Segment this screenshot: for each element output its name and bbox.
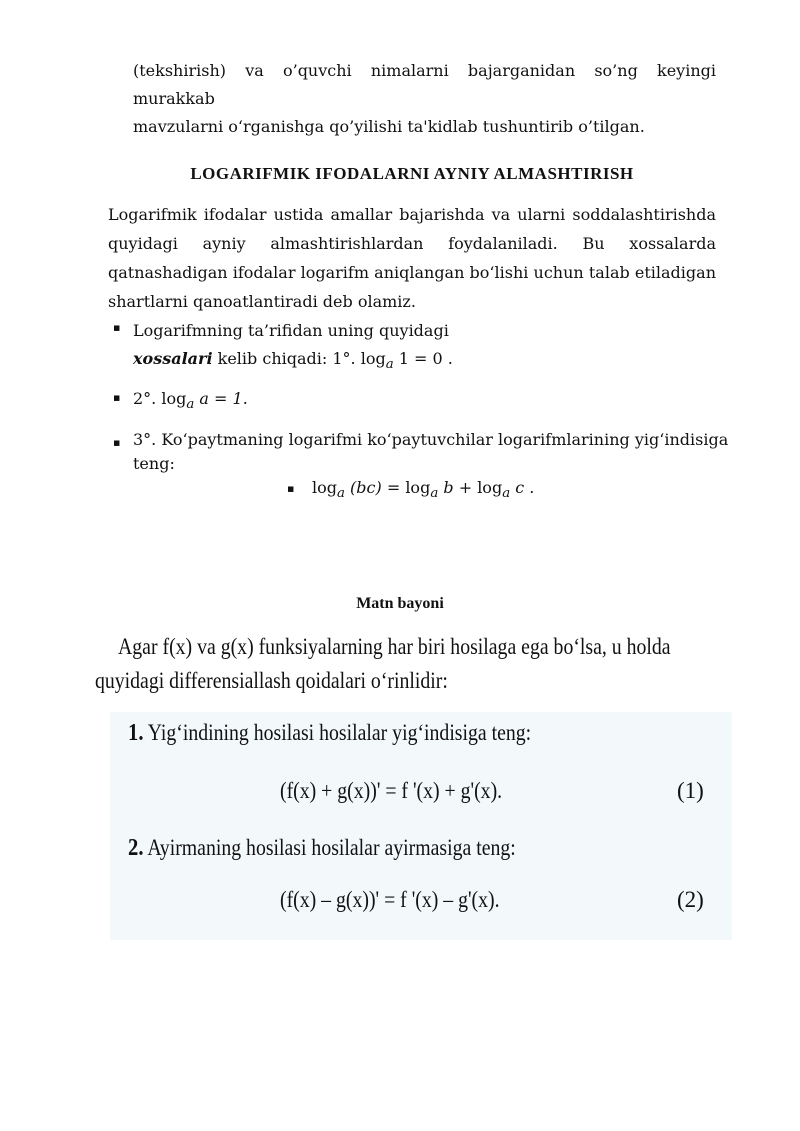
para-line-3: qatnashadigan ifodalar logarifm aniqlangan bo‘lishi uchun talab etiladigan	[108, 263, 716, 282]
rule-2-heading: 2. Ayirmaning hosilasi hosilalar ayirmasiga teng:	[128, 835, 516, 861]
para-line-4: shartlarni qanoatlantiradi deb olamiz.	[108, 292, 416, 311]
bullet-2-prefix: 2°.	[133, 389, 157, 408]
para-line-1: Logarifmik ifodalar ustida amallar bajarishda va ularni soddalashtirishda	[108, 205, 716, 224]
bullet-dot: ▪	[113, 391, 121, 404]
bullet-dot: ▪	[287, 482, 295, 495]
matn-line-2: quyidagi differensiallash qoidalari o‘rinlidir:	[95, 668, 448, 693]
bullet-2-eq: a = 1.	[199, 389, 248, 408]
bullet-1-line-2	[133, 345, 453, 379]
formula-log-product: $\log_a (bc) = \log_a b + \log_a c$ .	[312, 478, 535, 502]
xossalari-term: xossalari	[133, 349, 213, 368]
formula-sum-derivative: (f(x) + g(x))' = f '(x) + g'(x).	[280, 778, 503, 803]
bullet-2: 2°. $\log_a a = 1$.	[133, 389, 248, 413]
bullet-3-line-2: teng:	[133, 454, 175, 473]
matn-title: Matn bayoni	[356, 595, 444, 612]
bullet-dot: ▪	[113, 436, 121, 449]
bullet-3-line-1: 3°. Ko‘paytmaning logarifmi ko‘paytuvchilar logarifmlarining yig‘indisiga	[133, 430, 729, 449]
formula-log-1: $\log_a 1 = 0$ .	[360, 349, 453, 373]
intro-line-2: mavzularni o‘rganishga qo’yilishi ta'kidlab tushuntirib o’tilgan.	[133, 117, 645, 136]
matn-line-1: Agar f(x) va g(x) funksiyalarning har biri hosilaga ega bo‘lsa, u holda	[118, 634, 671, 659]
bullet-1-line-1: Logarifmning ta’rifidan uning quyidagi	[133, 321, 449, 340]
bullet-3	[133, 428, 729, 476]
section-title: LOGARIFMIK IFODALARNI AYNIY ALMASHTIRISH	[190, 164, 634, 183]
rule-1-heading: 1. Yig‘indining hosilasi hosilalar yig‘indisiga teng:	[128, 720, 532, 746]
equation-number-1: (1)	[677, 778, 704, 803]
intro-paragraph	[133, 57, 716, 141]
para-line-2: quyidagi ayniy almashtirishlardan foydalaniladi. Bu xossalarda	[108, 234, 716, 253]
intro-line-1: (tekshirish) va o’quvchi nimalarni bajarganidan so’ng keyingi murakkab	[133, 61, 716, 108]
equation-number-2: (2)	[677, 887, 704, 912]
section-paragraph	[108, 200, 716, 316]
formula-difference-derivative: (f(x) – g(x))' = f '(x) – g'(x).	[280, 887, 500, 912]
bullet-1	[133, 317, 453, 379]
bullet-dot: ▪	[113, 321, 121, 334]
bullet-1-rest: kelib chiqadi: 1°.	[212, 349, 356, 368]
